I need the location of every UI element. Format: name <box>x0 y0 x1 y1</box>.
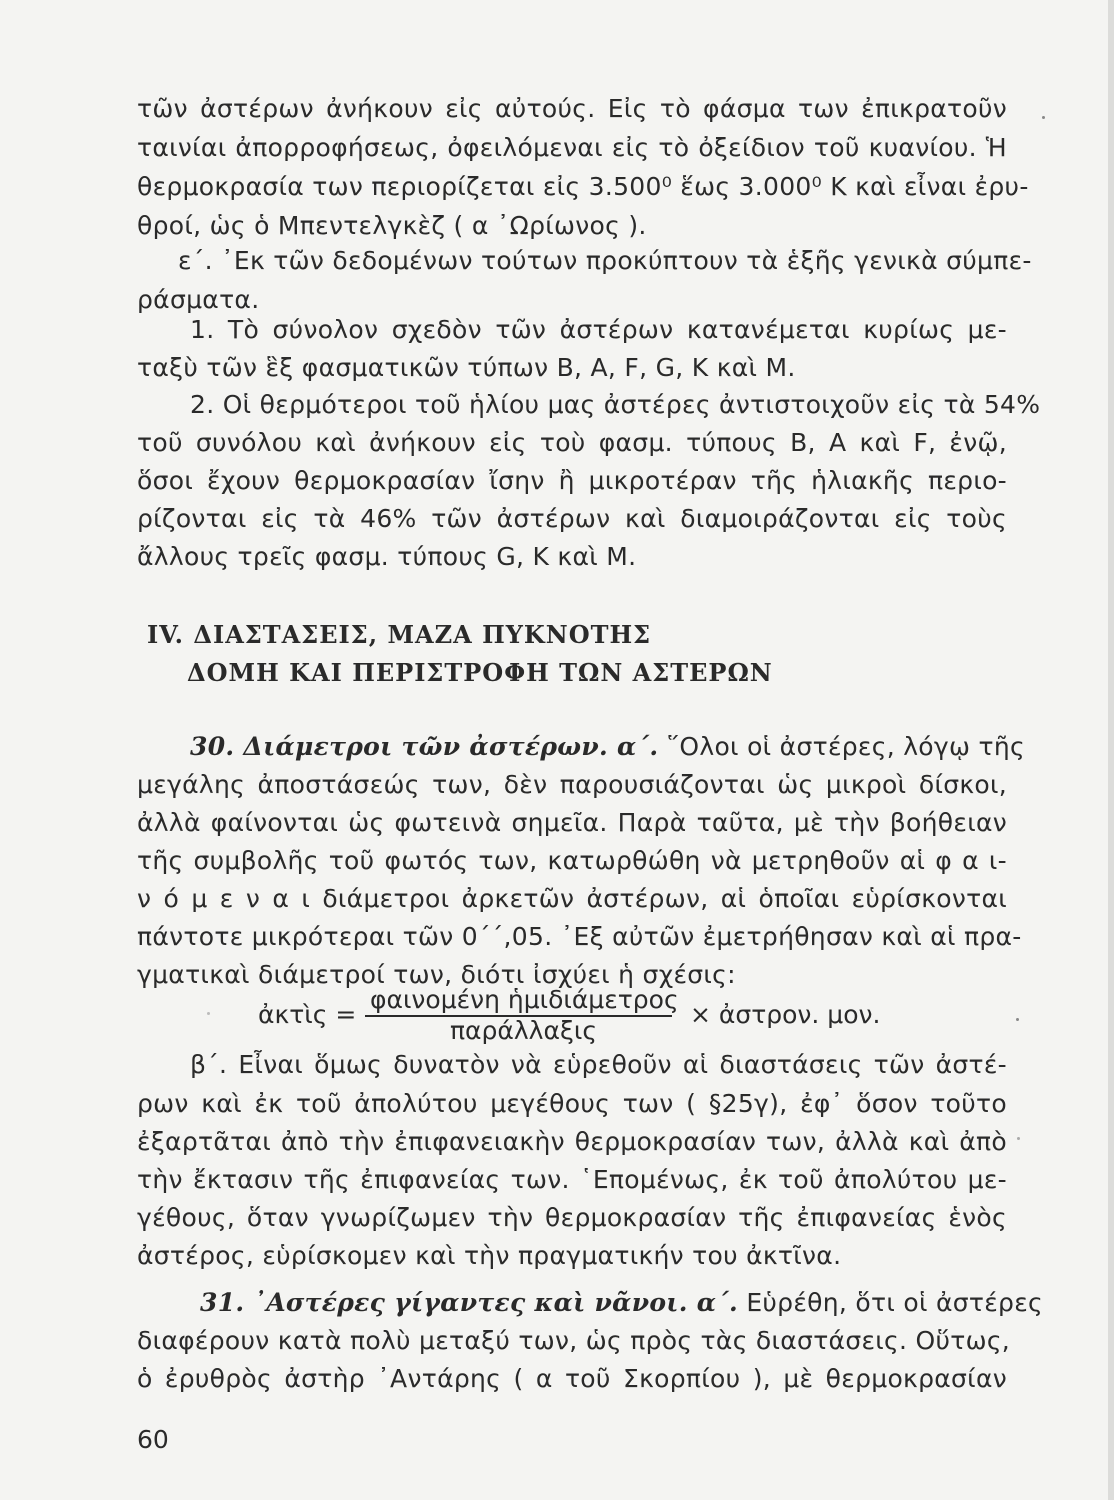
formula-rhs: × ἀστρον. μον. <box>690 1000 881 1029</box>
formula-numerator: φαινομένη ἡμιδιάμετρος <box>370 985 679 1014</box>
text-line: ἀλλὰ φαίνονται ὡς φωτεινὰ σημεῖα. Παρὰ ταῦτα, μὲ τὴν βοήθειαν <box>137 808 1007 837</box>
text-line: θροί, ὡς ὁ Μπεντελγκὲζ ( α ᾿Ωρίωνος ). <box>137 211 647 240</box>
text-line: ὁ ἐρυθρὸς ἀστὴρ ᾿Αντάρης ( α τοῦ Σκορπίου ), μὲ θερμοκρασίαν <box>137 1364 1007 1393</box>
text-span: Εὑρέθη, ὅτι οἱ ἀστέρες <box>746 1288 1043 1317</box>
text-line: ε΄. ᾿Εκ τῶν δεδομένων τούτων προκύπτουν τὰ ἑξῆς γενικὰ σύμπε- <box>178 246 1032 275</box>
scan-speck <box>1016 1018 1019 1021</box>
text-line: ἀστέρος, εὑρίσκομεν καὶ τὴν πραγματικήν του ἀκτῖνα. <box>137 1241 842 1270</box>
text-line: διαφέρουν κατὰ πολὺ μεταξύ των, ὡς πρὸς τὰς διαστάσεις. Οὕτως, <box>137 1326 1011 1355</box>
scan-speck <box>1017 1137 1020 1140</box>
text-line: ρων καὶ ἐκ τοῦ ἀπολύτου μεγέθους των ( §25γ), ἐφ᾿ ὅσον τοῦτο <box>137 1089 1007 1118</box>
text-line: ράσματα. <box>137 285 260 314</box>
text-line: 2. Οἱ θερμότεροι τοῦ ἡλίου μας ἀστέρες ἀντιστοιχοῦν εἰς τὰ 54% <box>190 390 1041 419</box>
text-line: μεγάλης ἀποστάσεώς των, δὲν παρουσιάζονται ὡς μικροὶ δίσκοι, <box>137 770 1007 799</box>
section-31-first-line <box>200 1286 1043 1320</box>
text-line: β΄. Εἶναι ὅμως δυνατὸν νὰ εὑρεθοῦν αἱ διαστάσεις τῶν ἀστέ- <box>190 1050 1007 1079</box>
formula-lhs: ἀκτὶς = <box>258 1000 357 1029</box>
text-span: ῞Ολοι οἱ ἀστέρες, λόγῳ τῆς <box>666 732 1025 761</box>
text-line: ἐξαρτᾶται ἀπὸ τὴν ἐπιφανειακὴν θερμοκρασίαν των, ἀλλὰ καὶ ἀπὸ <box>137 1127 1007 1156</box>
chapter-heading-line-1: IV. ΔΙΑΣΤΑΣΕΙΣ, ΜΑΖΑ ΠΥΚΝΟΤΗΣ <box>147 620 652 649</box>
section-30-first-line <box>190 730 1025 764</box>
text-line: ἄλλους τρεῖς φασμ. τύπους G, K καὶ M. <box>137 542 637 571</box>
text-line: τῆς συμβολῆς τοῦ φωτός των, κατωρθώθη νὰ μετρηθοῦν αἱ φ α ι- <box>137 846 1007 875</box>
page-number: 60 <box>137 1425 169 1454</box>
text-line: ταξὺ τῶν ἓξ φασματικῶν τύπων B, A, F, G, K καὶ M. <box>137 353 796 382</box>
chapter-heading-line-2: ΔΟΜΗ ΚΑΙ ΠΕΡΙΣΤΡΟΦΗ ΤΩΝ ΑΣΤΕΡΩΝ <box>187 658 773 687</box>
text-line: γέθους, ὅταν γνωρίζωμεν τὴν θερμοκρασίαν τῆς ἐπιφανείας ἑνὸς <box>137 1203 1007 1232</box>
text-line: θερμοκρασία των περιορίζεται εἰς 3.500⁰ ἕως 3.000⁰ Κ καὶ εἶναι ἐρυ- <box>137 172 1029 201</box>
text-line: ταινίαι ἀπορροφήσεως, ὀφειλόμεναι εἰς τὸ ὀξείδιον τοῦ κυανίου. Ἡ <box>137 133 1007 162</box>
scan-speck <box>1042 116 1045 119</box>
text-line: τῶν ἀστέρων ἀνήκουν εἰς αὐτούς. Εἰς τὸ φάσμα των ἐπικρατοῦν <box>137 94 1007 123</box>
scan-speck <box>207 1012 210 1015</box>
text-line: τὴν ἔκτασιν τῆς ἐπιφανείας των. ῾Επομένως, ἐκ τοῦ ἀπολύτου με- <box>137 1165 1007 1194</box>
text-line: τοῦ συνόλου καὶ ἀνήκουν εἰς τοὺ φασμ. τύπους B, A καὶ F, ἐνῷ, <box>137 428 1007 457</box>
section-31-title: 31. ᾿Αστέρες γίγαντες καὶ νᾶνοι. α΄. <box>200 1288 739 1317</box>
formula-denominator: παράλλαξις <box>450 1016 598 1045</box>
text-line: ρίζονται εἰς τὰ 46% τῶν ἀστέρων καὶ διαμοιράζονται εἰς τοὺς <box>137 504 1007 533</box>
page-edge-shadow <box>1108 0 1114 1500</box>
text-line: γματικαὶ διάμετροί των, διότι ἰσχύει ἡ σχέσις: <box>137 960 736 989</box>
section-30-title: 30. Διάμετροι τῶν ἀστέρων. α΄. <box>190 732 659 761</box>
text-line: ὅσοι ἔχουν θερμοκρασίαν ἴσην ἢ μικροτέραν τῆς ἡλιακῆς περιο- <box>137 466 1007 495</box>
text-line: ν ό μ ε ν α ι διάμετροι ἀρκετῶν ἀστέρων, αἱ ὁποῖαι εὑρίσκονται <box>137 884 1007 913</box>
text-line: πάντοτε μικρότεραι τῶν 0΄΄,05. ᾿Εξ αὐτῶν ἐμετρήθησαν καὶ αἱ πρα- <box>137 922 1022 951</box>
text-line: 1. Τὸ σύνολον σχεδὸν τῶν ἀστέρων κατανέμεται κυρίως με- <box>190 315 1007 344</box>
